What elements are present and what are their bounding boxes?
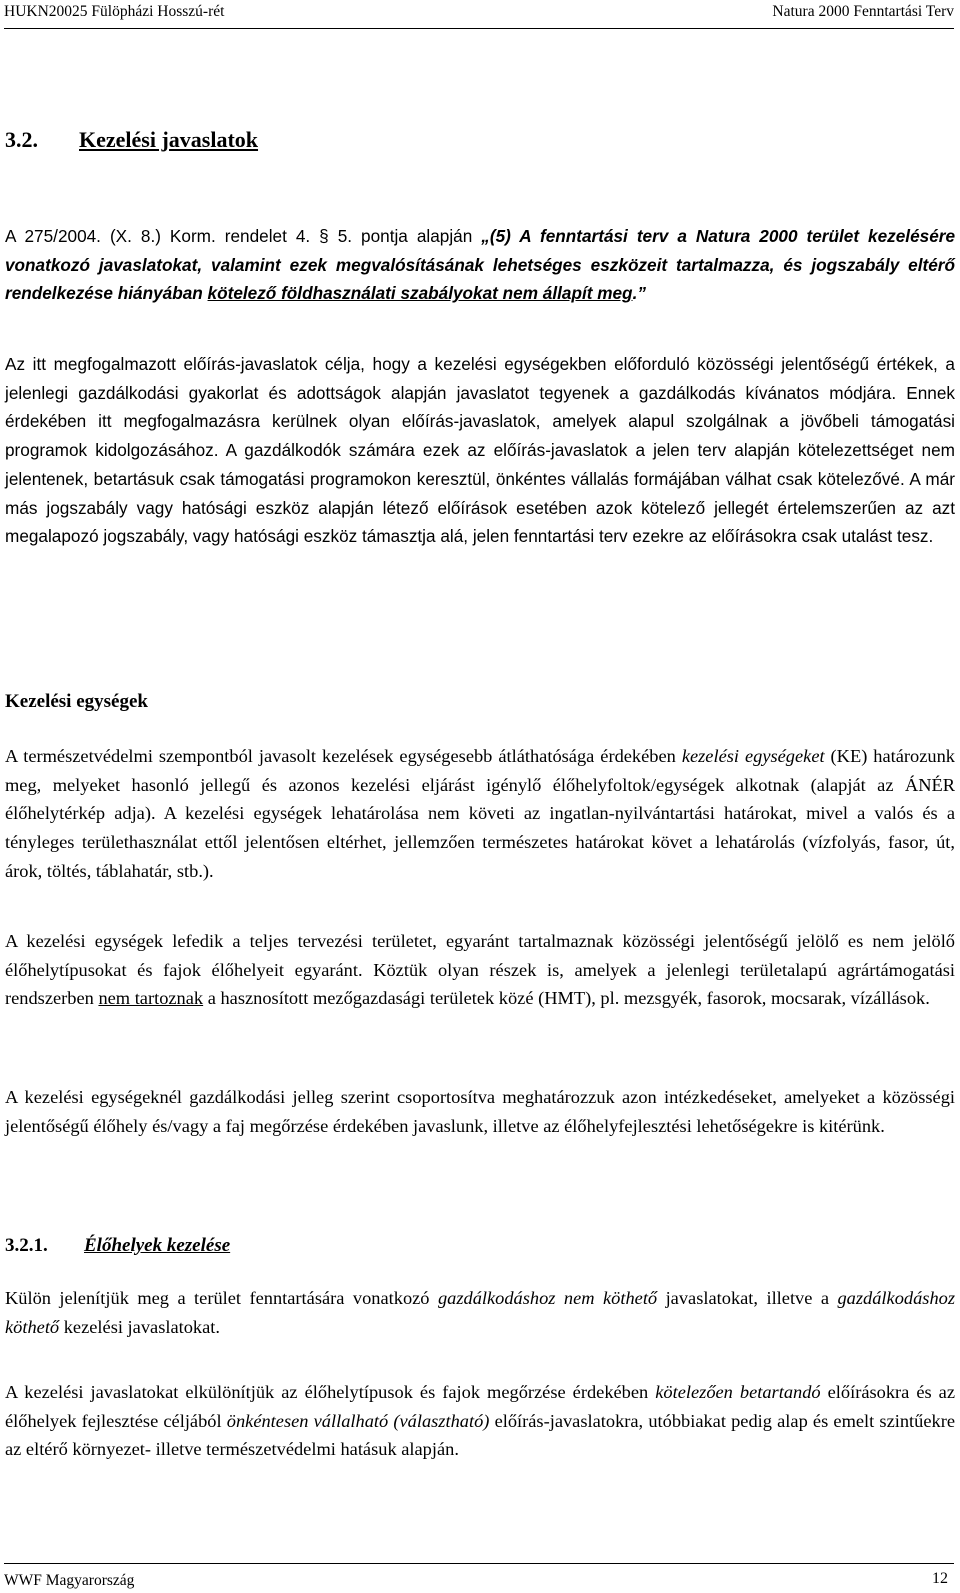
units-p2-text-a: A kezelési egységek lefedik a teljes tervezési területet, egyaránt tartalmaznak közösségi jelentőségű jelölő es nem jelölő élőhelytípusokat és fajok élőhelyeit egyaránt. Köztük olyan részek is, amelyek a jelenlegi területalapú agrártámogatási rendszerben	[5, 931, 955, 1009]
section-number: 3.2.	[5, 127, 38, 152]
section-heading	[5, 126, 258, 154]
subsection-number: 3.2.1.	[5, 1235, 48, 1256]
header-left: HUKN20025 Fülöpházi Hosszú-rét	[4, 3, 225, 20]
units-p1-text-a: A természetvédelmi szempontból javasolt kezelések egységesebb átláthatósága érdekében	[5, 746, 682, 766]
habitat-p2-text-a: A kezelési javaslatokat elkülönítjük az élőhelytípusok és fajok megőrzése érdekében	[5, 1382, 656, 1402]
units-p2-underlined: nem tartoznak	[98, 988, 204, 1009]
legal-quote-end: .	[632, 283, 638, 304]
units-p1-italic: kezelési egységeket	[681, 746, 825, 766]
units-heading: Kezelési egységek	[5, 691, 148, 712]
legal-quote-open: „	[481, 226, 490, 246]
units-paragraph-2	[5, 927, 955, 1013]
subsection-title: Élőhelyek kezelése	[84, 1235, 231, 1256]
habitat-paragraph-1	[5, 1284, 955, 1341]
legal-quote-underlined: kötelező földhasználati szabályokat nem állapít meg	[207, 283, 633, 304]
legal-reference-paragraph	[5, 222, 955, 308]
habitat-p1-italic-2: gazdálkodáshoz köthető	[5, 1288, 955, 1337]
units-paragraph-3: A kezelési egységeknél gazdálkodási jelleg szerint csoportosítva meghatározzuk azon intézkedéseket, amelyeket a közösségi jelentőségű élőhely és/vagy a faj megőrzése érdekében javaslunk, illetve az élőhelyfejlesztési lehetőségekre is kitérünk.	[5, 1087, 955, 1136]
habitat-p2-italic-2: önkéntesen vállalható (választható)	[226, 1410, 490, 1431]
section-title: Kezelési javaslatok	[79, 127, 259, 152]
units-p1-text-b: (KE) határozunk meg, melyeket hasonló jellegű és azonos kezelési eljárást igénylő élőhelyfoltok/egységek alkotnak (alapját az ÁNÉR élőhelytérkép adja). A kezelési egységek lehatárolása nem követi az ingatlan-nyilvántartási határokat, mivel a valós és a tényleges területhasználat ettől jelentősen eltérhet, jellemzően természetes határokat követ a lehatárolás (vízfolyás, fasor, út, árok, töltés, táblahatár, stb.).	[5, 746, 955, 881]
habitat-p1-italic-1: gazdálkodáshoz nem köthető	[437, 1288, 658, 1308]
units-paragraph-1	[5, 742, 955, 886]
legal-quote-text: (5) A fenntartási terv a Natura 2000 terület kezelésére vonatkozó javaslatokat, valamint ezek megvalósításának lehetséges eszközeit tartalmazza, és jogszabály eltérő rendelkezése hiányában	[5, 226, 955, 304]
habitat-paragraph-2	[5, 1378, 955, 1464]
header-right: Natura 2000 Fenntartási Terv	[772, 3, 954, 20]
subsection-heading	[5, 1232, 230, 1260]
legal-lead: A 275/2004. (X. 8.) Korm. rendelet 4. § 5. pontja alapján	[5, 226, 482, 246]
habitat-p1-text-a: Külön jelenítjük meg a terület fenntartására vonatkozó	[5, 1288, 438, 1308]
header-rule	[4, 28, 954, 29]
habitat-p1-text-c: kezelési javaslatokat.	[59, 1316, 220, 1337]
habitat-p2-text-c: előírás-javaslatokra, utóbbiakat pedig alap és emelt szintűekre az eltérő környezet- illetve természetvédelmi hatásuk alapján.	[5, 1410, 955, 1460]
habitat-p1-text-b: javaslatokat, illetve a	[657, 1288, 838, 1308]
footer-rule	[4, 1563, 954, 1564]
intro-paragraph: Az itt megfogalmazott előírás-javaslatok célja, hogy a kezelési egységekben előforduló közösségi jelentőségű értékek, a jelenlegi gazdálkodási gyakorlat és adottságok alapján javaslatot tegyenek a gazdálkodás kívánatos módjára. Ennek érdekében itt megfogalmazásra kerülnek olyan előírás-javaslatok, amelyek alapul szolgálnak a jövőbeli támogatási programok kidolgozásához. A gazdálkodók számára ezek az előírás-javaslatok a jelen terv alapján kötelezettséget nem jelentenek, betartásuk csak támogatási programokon keresztül, önkéntes vállalás formájában válhat csak kötelezővé. A már más jogszabály vagy hatósági eszköz alapján létező előírások esetében azok kötelező jellegét értelemszerűen az azt megalapozó jogszabály, vagy hatósági eszköz támasztja alá, jelen fenntartási terv ezekre az előírásokra csak utalást tesz.	[5, 354, 955, 547]
units-p2-text-b: a hasznosított mezőgazdasági területek közé (HMT), pl. mezsgyék, fasorok, mocsarak, vízállások.	[203, 988, 930, 1009]
footer-left: WWF Magyarország	[4, 1572, 135, 1589]
page-number: 12	[932, 1570, 948, 1587]
legal-quote-close: ”	[637, 283, 646, 304]
habitat-p2-italic-1: kötelezően betartandó	[655, 1382, 821, 1402]
habitat-p2-text-b: előírásokra és az élőhelyek fejlesztése céljából	[5, 1382, 955, 1431]
